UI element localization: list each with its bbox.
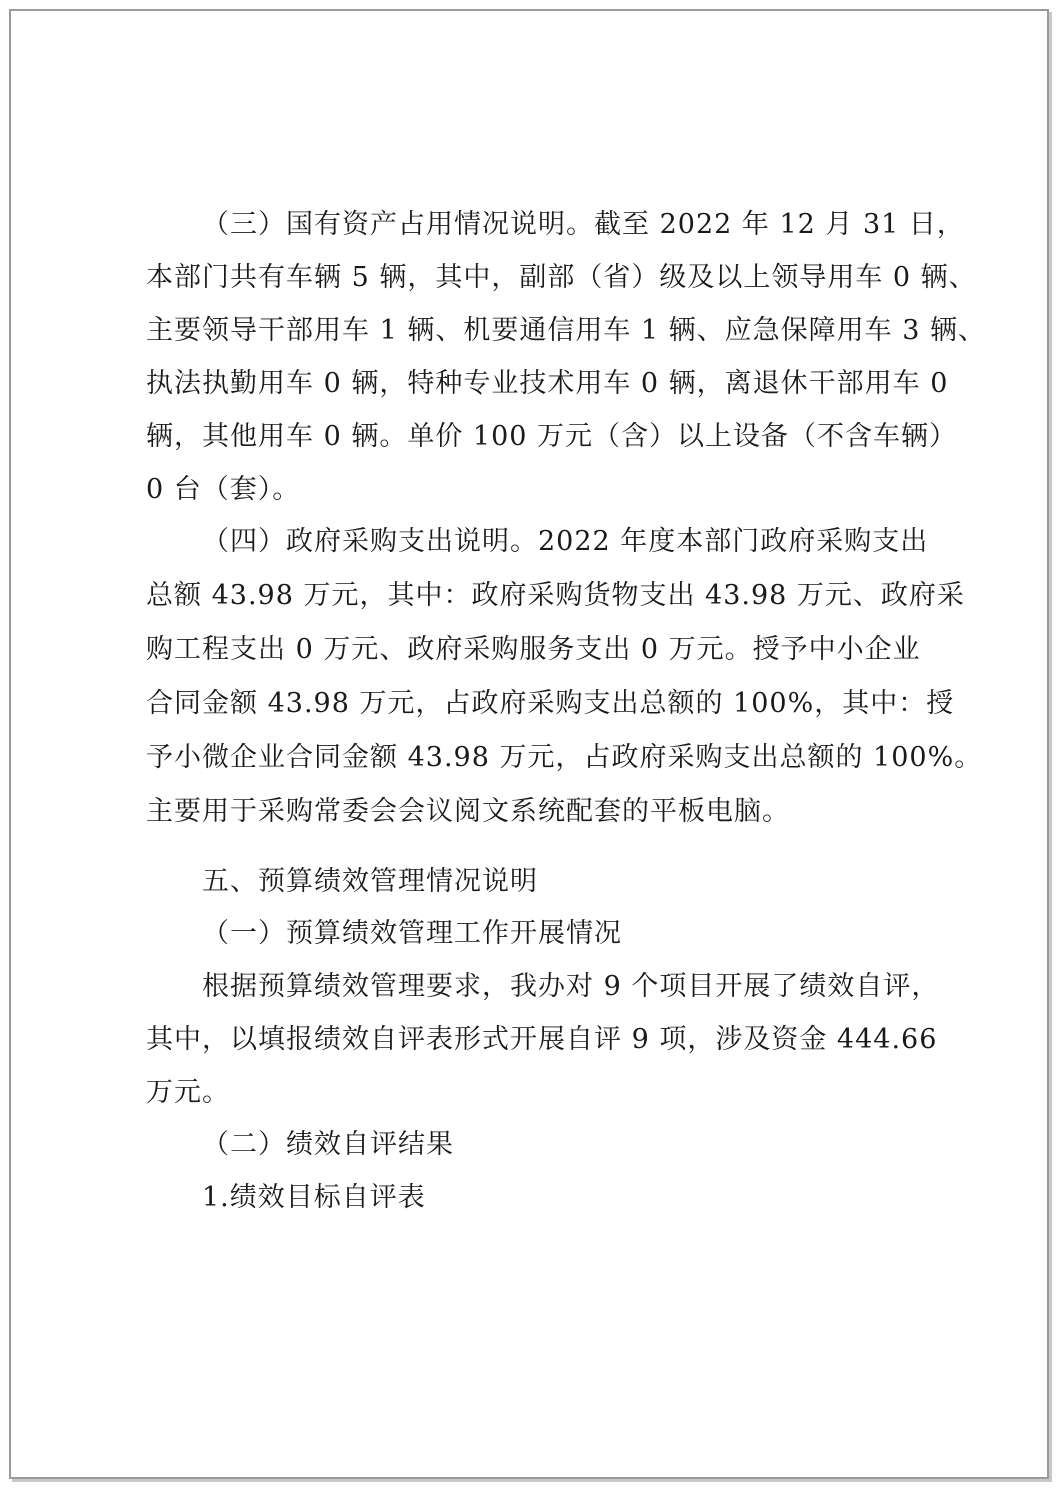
section-3-line-1: （三）国有资产占用情况说明。截至 2022 年 12 月 31 日，	[202, 209, 965, 240]
section-4-line-6: 主要用于采购常委会会议阅文系统配套的平板电脑。	[146, 796, 790, 827]
section-4-line-1: （四）政府采购支出说明。2022 年度本部门政府采购支出	[202, 526, 929, 557]
subsection-1-line-3: 万元。	[146, 1077, 230, 1108]
section-3-line-2: 本部门共有车辆 5 辆，其中，副部（省）级及以上领导用车 0 辆、	[146, 262, 977, 293]
section-4-line-2: 总额 43.98 万元，其中：政府采购货物支出 43.98 万元、政府采	[146, 580, 965, 611]
section-4-line-5: 予小微企业合同金额 43.98 万元，占政府采购支出总额的 100%。	[146, 742, 983, 773]
section-4-line-4: 合同金额 43.98 万元，占政府采购支出总额的 100%，其中：授	[146, 688, 955, 719]
chapter-5-title: 五、预算绩效管理情况说明	[202, 866, 538, 897]
section-3-line-6: 0 台（套）。	[146, 474, 301, 505]
subsection-1-line-1: 根据预算绩效管理要求，我办对 9 个项目开展了绩效自评，	[202, 971, 940, 1002]
subsection-2-item-1: 1.绩效目标自评表	[202, 1182, 426, 1213]
section-3-line-5: 辆，其他用车 0 辆。单价 100 万元（含）以上设备（不含车辆）	[146, 421, 958, 452]
section-3-line-4: 执法执勤用车 0 辆，特种专业技术用车 0 辆，离退休干部用车 0	[146, 368, 949, 399]
section-4-line-3: 购工程支出 0 万元、政府采购服务支出 0 万元。授予中小企业	[146, 634, 921, 665]
subsection-1-title: （一）预算绩效管理工作开展情况	[202, 918, 622, 949]
section-3-line-3: 主要领导干部用车 1 辆、机要通信用车 1 辆、应急保障用车 3 辆、	[146, 315, 987, 346]
subsection-1-line-2: 其中，以填报绩效自评表形式开展自评 9 项，涉及资金 444.66	[146, 1024, 938, 1055]
subsection-2-title: （二）绩效自评结果	[202, 1129, 454, 1160]
